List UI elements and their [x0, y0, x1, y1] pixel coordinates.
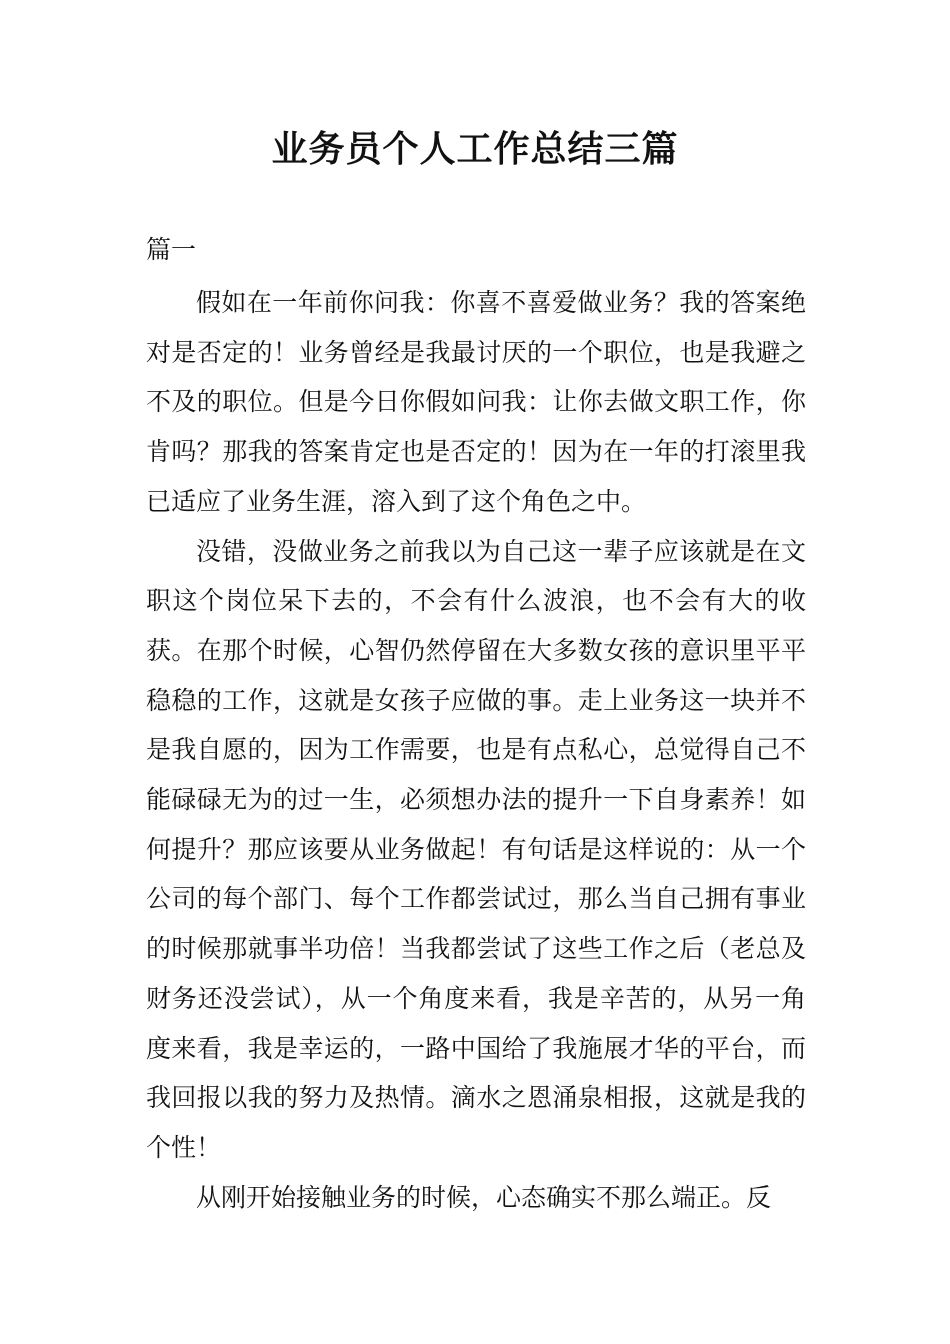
section-heading: 篇一: [146, 235, 197, 264]
document-body: [146, 278, 806, 1222]
paragraph-3: 从刚开始接触业务的时候，心态确实不那么端正。反: [196, 1182, 772, 1212]
document-title: 业务员个人工作总结三篇: [271, 129, 679, 170]
paragraph-2: 没错，没做业务之前我以为自己这一辈子应该就是在文职这个岗位呆下去的，不会有什么波浪，也不会有大的收获。在那个时候，心智仍然停留在大多数女孩的意识里平平稳稳的工作，这就是女孩子应做的事。走上业务这一块并不是我自愿的，因为工作需要，也是有点私心，总觉得自己不能碌碌无为的过一生，必须想办法的提升一下自身素养！如何提升？那应该要从业务做起！有句话是这样说的：从一个公司的每个部门、每个工作都尝试过，那么当自己拥有事业的时候那就事半功倍！当我都尝试了这些工作之后（老总及财务还没尝试），从一个角度来看，我是辛苦的，从另一角度来看，我是幸运的，一路中国给了我施展才华的平台，而我回报以我的努力及热情。滴水之恩涌泉相报，这就是我的个性！: [146, 536, 806, 1162]
paragraph-1: 假如在一年前你问我：你喜不喜爱做业务？我的答案绝对是否定的！业务曾经是我最讨厌的一个职位，也是我避之不及的职位。但是今日你假如问我：让你去做文职工作，你肯吗？那我的答案肯定也是否定的！因为在一年的打滚里我已适应了业务生涯，溶入到了这个角色之中。: [146, 288, 806, 516]
